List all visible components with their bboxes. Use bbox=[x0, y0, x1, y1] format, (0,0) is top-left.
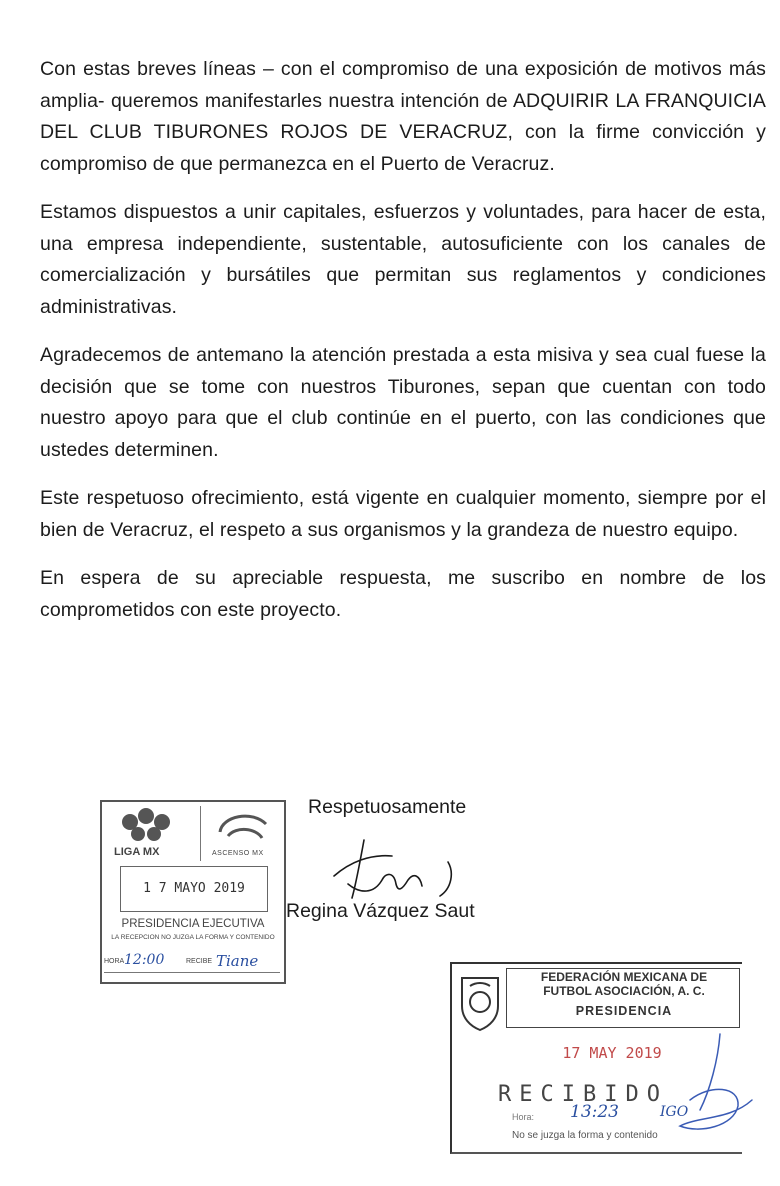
liga-stamp-date: 1 7 MAYO 2019 bbox=[120, 866, 268, 912]
fmf-stamp-hora-extra: IGO bbox=[660, 1104, 689, 1120]
paragraph-3: Agradecemos de antemano la atención prestada a esta misiva y sea cual fuese la decisión que se tome con nuestros Tiburones, sepan que cuentan con todo nuestro apoyo para que el club continúe en el puerto, con las condiciones que ustedes determinen. bbox=[40, 344, 766, 461]
blue-initial-scribble bbox=[660, 1030, 760, 1150]
fmf-stamp-hora-value: 13:23 bbox=[570, 1102, 619, 1122]
liga-stamp-line bbox=[104, 972, 280, 973]
liga-mx-label: LIGA MX bbox=[114, 846, 160, 858]
paragraph-1: Con estas breves líneas – con el compromiso de una exposición de motivos más amplia- queremos manifestarles nuestra intención de ADQUIRIR LA FRANQUICIA DEL CLUB TIBURONES ROJOS DE VERACRUZ, con la firme convicción y compromiso de que permanezca en el Puerto de Veracruz. bbox=[40, 58, 766, 175]
fmf-stamp-note: No se juzga la forma y contenido bbox=[512, 1130, 658, 1141]
fmf-stamp-hora-label: Hora: bbox=[512, 1112, 535, 1122]
letter-body bbox=[40, 54, 766, 643]
handwritten-signature bbox=[330, 832, 480, 902]
liga-stamp-recibe-value: Tiane bbox=[216, 952, 259, 970]
liga-stamp-recibe-label: RECIBE bbox=[186, 958, 213, 965]
liga-stamp-hora-label: HORA bbox=[104, 958, 125, 965]
fmf-org-line1: FEDERACIÓN MEXICANA DE bbox=[540, 970, 708, 984]
fmf-stamp-presidencia: PRESIDENCIA bbox=[575, 1004, 673, 1018]
paragraph-2: Estamos dispuestos a unir capitales, esfuerzos y voluntades, para hacer de esta, una empresa independiente, sustentable, autosuficiente con los canales de comercialización y bursátiles que permitan sus reglamentos y condiciones administrativas. bbox=[40, 201, 766, 318]
fmf-crest-icon bbox=[456, 972, 504, 1032]
fmf-stamp-recibido: RECIBIDO bbox=[498, 1082, 668, 1107]
liga-stamp-note: LA RECEPCION NO JUZGA LA FORMA Y CONTENIDO bbox=[111, 934, 275, 941]
paragraph-4: Este respetuoso ofrecimiento, está vigente en cualquier momento, siempre por el bien de Veracruz, el respeto a sus organismos y la grandeza de nuestro equipo. bbox=[40, 487, 766, 541]
fmf-stamp-date: 17 MAY 2019 bbox=[562, 1044, 662, 1062]
fmf-org-line2: FUTBOL ASOCIACIÓN, A. C. bbox=[543, 984, 705, 998]
signer-name: Regina Vázquez Saut bbox=[286, 900, 475, 922]
stamp-divider bbox=[200, 806, 201, 861]
closing-line: Respetuosamente bbox=[308, 796, 467, 818]
liga-stamp-office: PRESIDENCIA EJECUTIVA bbox=[121, 918, 265, 930]
ascenso-mx-label: ASCENSO MX bbox=[212, 850, 264, 857]
paragraph-5: En espera de su apreciable respuesta, me suscribo en nombre de los comprometidos con este proyecto. bbox=[40, 567, 766, 621]
liga-mx-reception-stamp bbox=[100, 800, 286, 984]
fmf-stamp-org bbox=[514, 970, 734, 998]
liga-stamp-hora-value: 12:00 bbox=[124, 952, 165, 968]
